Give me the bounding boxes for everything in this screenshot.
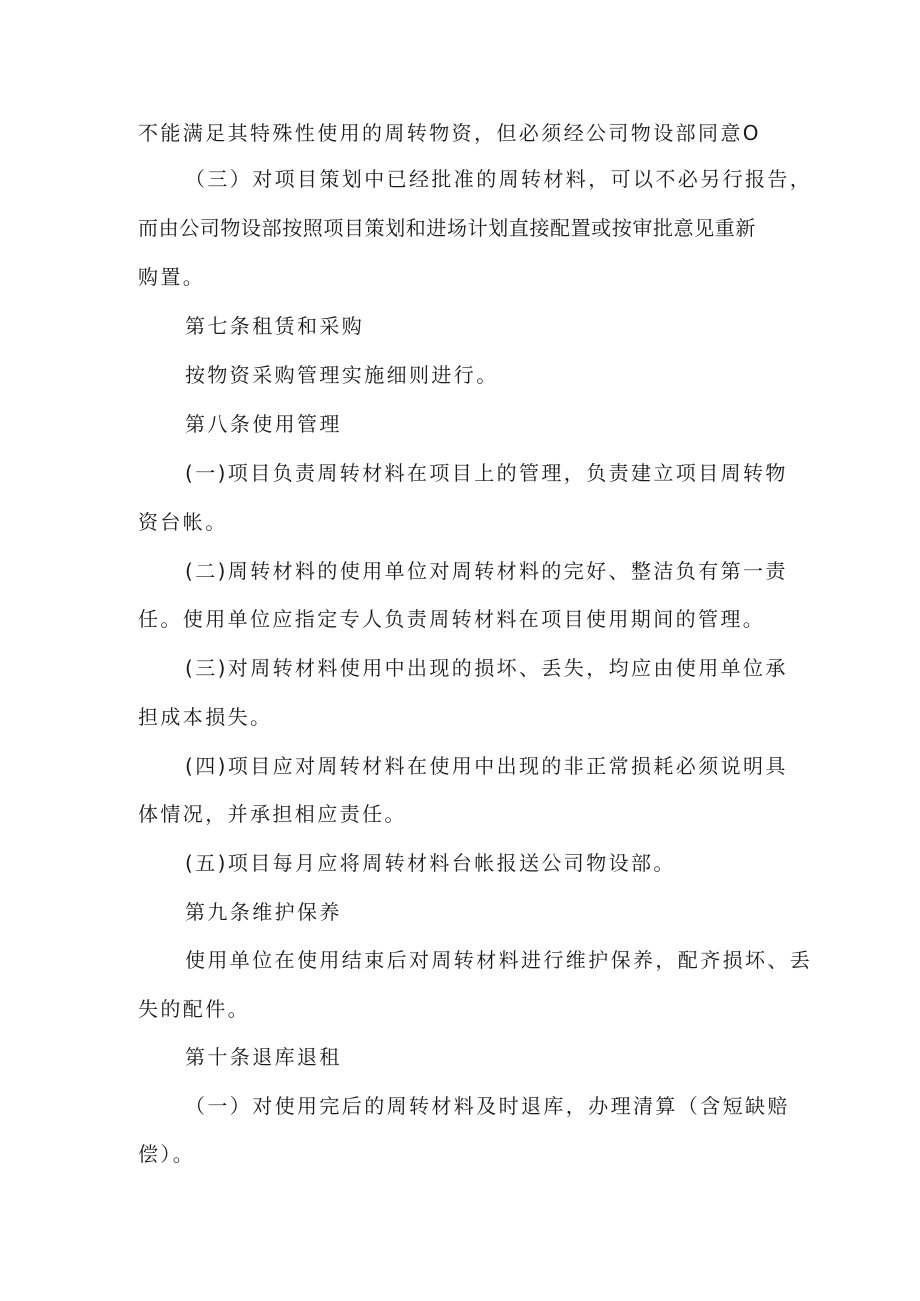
text-line-4: 购置。: [138, 265, 206, 289]
text-line-3: 而由公司物设部按照项目策划和进场计划直接配置或按审批意见重新: [138, 216, 756, 240]
text-line-15: 体情况，并承担相应责任。: [138, 802, 407, 826]
text-line-6: 按物资采购管理实施细则进行。: [185, 363, 499, 387]
section-heading-10: 第十条退库退租: [185, 1045, 342, 1069]
text-line-18: 使用单位在使用结束后对周转材料进行维护保养，配齐损坏、丢: [185, 948, 813, 972]
text-line-14: (四)项目应对周转材料在使用中出现的非正常损耗必须说明具: [185, 754, 788, 778]
section-heading-7: 第七条租赁和采购: [185, 314, 365, 338]
text-line-11: 任。使用单位应指定专人负责周转材料在项目使用期间的管理。: [138, 607, 766, 631]
text-line-10: (二)周转材料的使用单位对周转材料的完好、整洁负有第一责: [185, 559, 788, 583]
text-line-21: （一）对使用完后的周转材料及时退库，办理清算（含短缺赔: [185, 1094, 790, 1118]
text-line-12: (三)对周转材料使用中出现的损坏、丢失，均应由使用单位承: [185, 656, 788, 680]
text-line-13: 担成本损失。: [138, 705, 273, 729]
text-line-9: 资台帐。: [138, 510, 228, 534]
section-heading-9: 第九条维护保养: [185, 900, 342, 924]
text-line-16: (五)项目每月应将周转材料台帐报送公司物设部。: [185, 851, 676, 875]
text-line-19: 失的配件。: [138, 997, 250, 1021]
text-line-2: （三）对项目策划中已经批准的周转材料，可以不必另行报告，: [185, 167, 813, 191]
section-heading-8: 第八条使用管理: [185, 412, 342, 436]
text-line-1: 不能满足其特殊性使用的周转物资，但必须经公司物设部同意O: [138, 121, 761, 145]
text-line-8: (一)项目负责周转材料在项目上的管理，负责建立项目周转物: [185, 461, 788, 485]
text-line-22: 偿）。: [138, 1142, 196, 1166]
